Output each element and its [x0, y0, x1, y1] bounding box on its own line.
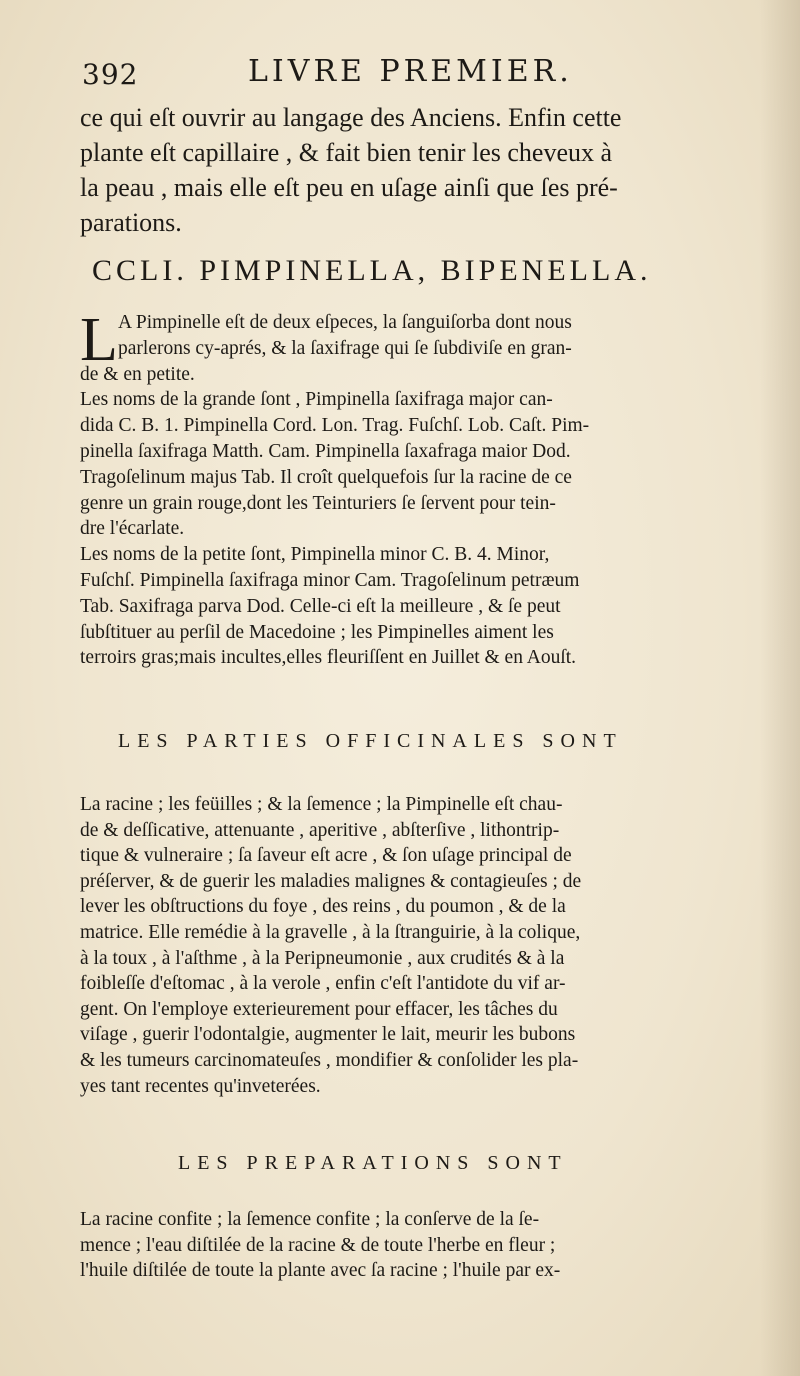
text-line: Tragoſelinum majus Tab. Il croît quelquefois ſur la racine de ce	[80, 466, 572, 488]
text-line: Fuſchſ. Pimpinella ſaxifraga minor Cam. Tragoſelinum petræum	[80, 569, 580, 591]
text-line: ſubſtituer au perſil de Macedoine ; les Pimpinelles aiment les	[80, 621, 554, 643]
text-line: préſerver, & de guerir les maladies malignes & contagieuſes ; de	[80, 870, 582, 892]
text-line: parations.	[80, 208, 182, 237]
text-line: viſage , guerir l'odontalgie, augmenter le lait, meurir les bubons	[80, 1024, 576, 1046]
section-heading-preparations: LES PREPARATIONS SONT	[178, 1152, 568, 1174]
text-line: dre l'écarlate.	[80, 518, 185, 540]
text-line: tique & vulneraire ; ſa ſaveur eſt acre , & ſon uſage principal de	[80, 845, 572, 867]
text-line: parlerons cy-aprés, & la ſaxifrage qui ſe ſubdiviſe en gran-	[118, 337, 572, 359]
text-line: lever les obſtructions du foye , des reins , du poumon , & de la	[80, 896, 566, 918]
text-line: & les tumeurs carcinomateuſes , mondifier & conſolider les pla-	[80, 1049, 579, 1071]
text-line: de & en petite.	[80, 363, 195, 385]
text-line: ce qui eſt ouvrir au langage des Anciens. Enfin cette	[80, 103, 622, 132]
text-line: yes tant recentes qu'inveterées.	[80, 1075, 321, 1097]
officinal-paragraph	[80, 792, 752, 1099]
running-title: LIVRE PREMIER.	[248, 54, 573, 89]
preparations-paragraph	[80, 1207, 752, 1284]
text-line: dida C. B. 1. Pimpinella Cord. Lon. Trag. Fuſchſ. Lob. Caſt. Pim-	[80, 415, 590, 437]
text-line: terroirs gras;mais incultes,elles fleuriſſent en Juillet & en Aouſt.	[80, 647, 577, 669]
text-line: mence ; l'eau diſtilée de la racine & de toute l'herbe en fleur ;	[80, 1234, 556, 1256]
text-line: foibleſſe d'eſtomac , à la verole , enfin c'eſt l'antidote du vif ar-	[80, 973, 566, 995]
text-line: gent. On l'employe exterieurement pour effacer, les tâches du	[80, 998, 558, 1020]
text-line: La racine confite ; la ſemence confite ; la conſerve de la ſe-	[80, 1209, 540, 1230]
page-number: 392	[82, 58, 139, 91]
text-line: à la toux , à l'aſthme , à la Peripneumonie , aux crudités & à la	[80, 947, 565, 969]
text-line: l'huile diſtilée de toute la plante avec ſa racine ; l'huile par ex-	[80, 1260, 561, 1282]
page-header	[82, 54, 642, 100]
text-line: Les noms de la grande ſont , Pimpinella ſaxifraga major can-	[80, 389, 553, 411]
text-line: A Pimpinelle eſt de deux eſpeces, la ſanguiſorba dont nous	[118, 312, 572, 333]
text-line: matrice. Elle remédie à la gravelle , à la ſtranguirie, à la colique,	[80, 921, 581, 943]
section-heading-officinal: LES PARTIES OFFICINALES SONT	[118, 730, 623, 752]
text-line: plante eſt capillaire , & fait bien tenir les cheveux à	[80, 138, 613, 167]
chapter-title: CCLI. PIMPINELLA, BIPENELLA.	[92, 254, 652, 287]
description-paragraph	[80, 306, 752, 671]
text-line: la peau , mais elle eſt peu en uſage ainſi que ſes pré-	[80, 173, 618, 202]
text-line: pinella ſaxifraga Matth. Cam. Pimpinella ſaxafraga maior Dod.	[80, 440, 571, 462]
text-line: La racine ; les feüilles ; & la ſemence ; la Pimpinelle eſt chau-	[80, 794, 563, 815]
text-line: Tab. Saxifraga parva Dod. Celle-ci eſt la meilleure , & ſe peut	[80, 595, 561, 617]
intro-paragraph	[80, 100, 752, 240]
text-line: genre un grain rouge,dont les Teinturiers ſe ſervent pour tein-	[80, 492, 556, 514]
text-line: de & deſſicative, attenuante , aperitive , abſterſive , lithontrip-	[80, 819, 560, 841]
drop-cap: L	[80, 306, 118, 374]
text-line: Les noms de la petite ſont, Pimpinella minor C. B. 4. Minor,	[80, 544, 550, 566]
